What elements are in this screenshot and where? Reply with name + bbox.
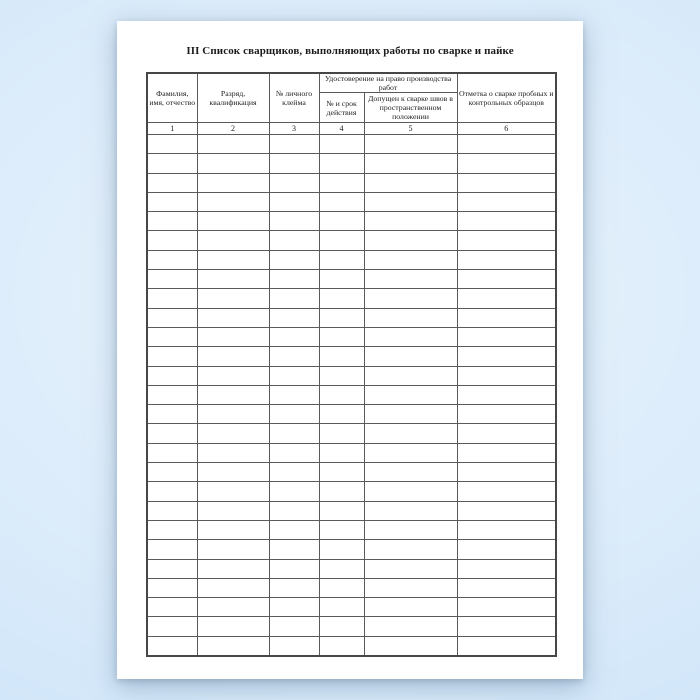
empty-cell [364, 482, 457, 501]
empty-cell [197, 308, 269, 327]
empty-cell [269, 540, 319, 559]
empty-cell [197, 424, 269, 443]
empty-cell [269, 270, 319, 289]
table-row [147, 366, 556, 385]
empty-cell [457, 463, 556, 482]
empty-cell [457, 270, 556, 289]
empty-cell [147, 520, 197, 539]
empty-cell [364, 559, 457, 578]
empty-cell [269, 212, 319, 231]
header-samples-column: Отметка о сварке пробных и контрольных образцов [457, 73, 556, 123]
empty-cell [147, 501, 197, 520]
empty-cell [269, 501, 319, 520]
header-cert-number-column: № и срок действия [319, 93, 364, 123]
table-row [147, 443, 556, 462]
empty-cell [319, 636, 364, 655]
empty-cell [457, 250, 556, 269]
empty-cell [197, 327, 269, 346]
empty-cell [197, 231, 269, 250]
empty-cell [147, 598, 197, 617]
table-row [147, 501, 556, 520]
empty-cell [319, 501, 364, 520]
empty-cell [269, 617, 319, 636]
empty-cell [269, 154, 319, 173]
table-row [147, 405, 556, 424]
empty-cell [364, 578, 457, 597]
empty-cell [364, 385, 457, 404]
empty-cell [147, 308, 197, 327]
empty-cell [364, 598, 457, 617]
empty-cell [197, 540, 269, 559]
empty-cell [269, 482, 319, 501]
table-row [147, 192, 556, 211]
empty-cell [147, 327, 197, 346]
empty-cell [364, 347, 457, 366]
table-row [147, 270, 556, 289]
empty-cell [364, 327, 457, 346]
empty-cell [457, 482, 556, 501]
empty-cell [269, 173, 319, 192]
empty-cell [269, 405, 319, 424]
empty-cell [364, 405, 457, 424]
column-number-5: 5 [364, 123, 457, 135]
empty-cell [269, 250, 319, 269]
empty-cell [197, 443, 269, 462]
empty-cell [457, 154, 556, 173]
empty-cell [147, 192, 197, 211]
empty-cell [269, 385, 319, 404]
table-row [147, 636, 556, 655]
empty-cell [269, 231, 319, 250]
empty-cell [269, 327, 319, 346]
empty-cell [457, 520, 556, 539]
empty-cell [269, 636, 319, 655]
empty-cell [319, 308, 364, 327]
empty-cell [319, 617, 364, 636]
empty-cell [457, 231, 556, 250]
table-row [147, 308, 556, 327]
empty-cell [364, 617, 457, 636]
column-numbers-row [147, 123, 556, 135]
empty-cell [197, 250, 269, 269]
table-row [147, 212, 556, 231]
empty-cell [147, 540, 197, 559]
empty-cell [457, 598, 556, 617]
empty-cell [269, 424, 319, 443]
empty-cell [197, 559, 269, 578]
empty-cell [457, 424, 556, 443]
empty-cell [319, 598, 364, 617]
empty-cell [319, 270, 364, 289]
empty-cell [319, 212, 364, 231]
empty-cell [457, 385, 556, 404]
empty-cell [147, 636, 197, 655]
empty-cell [197, 636, 269, 655]
column-number-6: 6 [457, 123, 556, 135]
empty-cell [269, 135, 319, 154]
empty-cell [457, 617, 556, 636]
empty-cell [364, 540, 457, 559]
empty-cell [197, 154, 269, 173]
empty-cell [457, 405, 556, 424]
table-row [147, 578, 556, 597]
empty-cell [319, 173, 364, 192]
empty-cell [147, 250, 197, 269]
empty-cell [319, 443, 364, 462]
empty-cell [364, 289, 457, 308]
empty-cell [457, 366, 556, 385]
empty-cell [197, 347, 269, 366]
empty-cell [319, 405, 364, 424]
empty-cell [319, 482, 364, 501]
empty-cell [364, 173, 457, 192]
empty-cell [364, 501, 457, 520]
page-title: III Список сварщиков, выполняющих работы по сварке и пайке [186, 45, 514, 57]
empty-cell [457, 636, 556, 655]
table-row [147, 520, 556, 539]
empty-cell [319, 424, 364, 443]
empty-cell [197, 173, 269, 192]
empty-cell [457, 192, 556, 211]
empty-cell [147, 135, 197, 154]
empty-cell [364, 443, 457, 462]
empty-cell [269, 520, 319, 539]
empty-cell [364, 463, 457, 482]
table-row [147, 135, 556, 154]
header-positions-column: Допущен к сварке швов в пространственном положении [364, 93, 457, 123]
empty-cell [197, 135, 269, 154]
empty-cell [319, 250, 364, 269]
table-row [147, 347, 556, 366]
empty-cell [319, 385, 364, 404]
table-row [147, 173, 556, 192]
empty-cell [269, 347, 319, 366]
empty-cell [319, 347, 364, 366]
empty-cell [319, 578, 364, 597]
empty-cell [457, 327, 556, 346]
empty-cell [197, 598, 269, 617]
empty-cell [147, 617, 197, 636]
empty-cell [457, 559, 556, 578]
header-stamp-column: № личного клейма [269, 73, 319, 123]
empty-cell [319, 154, 364, 173]
empty-cell [147, 212, 197, 231]
empty-cell [364, 192, 457, 211]
empty-cell [147, 366, 197, 385]
empty-cell [197, 578, 269, 597]
empty-cell [197, 463, 269, 482]
empty-cell [147, 443, 197, 462]
header-certificate-group: Удостоверение на право производства работ [319, 73, 457, 93]
empty-cell [457, 347, 556, 366]
column-number-3: 3 [269, 123, 319, 135]
empty-cell [197, 192, 269, 211]
empty-cell [147, 482, 197, 501]
empty-cell [269, 289, 319, 308]
empty-cell [364, 636, 457, 655]
empty-cell [319, 135, 364, 154]
empty-cell [457, 578, 556, 597]
header-row-top [147, 73, 556, 93]
empty-cell [269, 366, 319, 385]
header-grade-column: Разряд, квалификация [197, 73, 269, 123]
empty-cell [364, 270, 457, 289]
empty-cell [269, 559, 319, 578]
empty-cell [269, 598, 319, 617]
empty-cell [269, 463, 319, 482]
table-row [147, 559, 556, 578]
empty-cell [197, 385, 269, 404]
empty-cell [457, 212, 556, 231]
table-row [147, 327, 556, 346]
empty-cell [147, 173, 197, 192]
empty-cell [269, 578, 319, 597]
empty-cell [364, 308, 457, 327]
table-row [147, 598, 556, 617]
empty-cell [319, 559, 364, 578]
table-row [147, 250, 556, 269]
empty-cell [147, 578, 197, 597]
empty-cell [319, 540, 364, 559]
empty-cell [269, 308, 319, 327]
empty-cell [147, 231, 197, 250]
empty-cell [319, 289, 364, 308]
table-row [147, 289, 556, 308]
empty-cell [147, 154, 197, 173]
table-row [147, 154, 556, 173]
empty-cell [147, 347, 197, 366]
empty-cell [319, 520, 364, 539]
empty-cell [147, 385, 197, 404]
empty-cell [147, 289, 197, 308]
empty-cell [364, 366, 457, 385]
table-body [147, 135, 556, 656]
empty-cell [147, 463, 197, 482]
table-row [147, 463, 556, 482]
empty-cell [197, 520, 269, 539]
empty-cell [457, 135, 556, 154]
empty-cell [197, 617, 269, 636]
empty-cell [457, 308, 556, 327]
empty-cell [364, 212, 457, 231]
empty-cell [269, 192, 319, 211]
empty-cell [457, 443, 556, 462]
empty-cell [364, 154, 457, 173]
document-page [117, 21, 583, 679]
table-row [147, 482, 556, 501]
empty-cell [319, 463, 364, 482]
table-row [147, 617, 556, 636]
empty-cell [457, 289, 556, 308]
empty-cell [364, 424, 457, 443]
column-number-1: 1 [147, 123, 197, 135]
header-name-column: Фамилия, имя, отчество [147, 73, 197, 123]
empty-cell [364, 520, 457, 539]
table-row [147, 231, 556, 250]
empty-cell [147, 270, 197, 289]
empty-cell [147, 405, 197, 424]
table-row [147, 385, 556, 404]
column-number-4: 4 [319, 123, 364, 135]
empty-cell [197, 366, 269, 385]
empty-cell [319, 192, 364, 211]
empty-cell [197, 270, 269, 289]
empty-cell [197, 405, 269, 424]
empty-cell [197, 212, 269, 231]
empty-cell [319, 231, 364, 250]
empty-cell [364, 231, 457, 250]
empty-cell [197, 501, 269, 520]
empty-cell [319, 327, 364, 346]
column-number-2: 2 [197, 123, 269, 135]
empty-cell [197, 289, 269, 308]
empty-cell [269, 443, 319, 462]
empty-cell [457, 173, 556, 192]
table-row [147, 424, 556, 443]
empty-cell [319, 366, 364, 385]
empty-cell [147, 424, 197, 443]
table-row [147, 540, 556, 559]
empty-cell [457, 501, 556, 520]
empty-cell [364, 250, 457, 269]
table-header [147, 73, 556, 135]
empty-cell [147, 559, 197, 578]
empty-cell [457, 540, 556, 559]
empty-cell [364, 135, 457, 154]
welders-table [146, 72, 557, 657]
empty-cell [197, 482, 269, 501]
